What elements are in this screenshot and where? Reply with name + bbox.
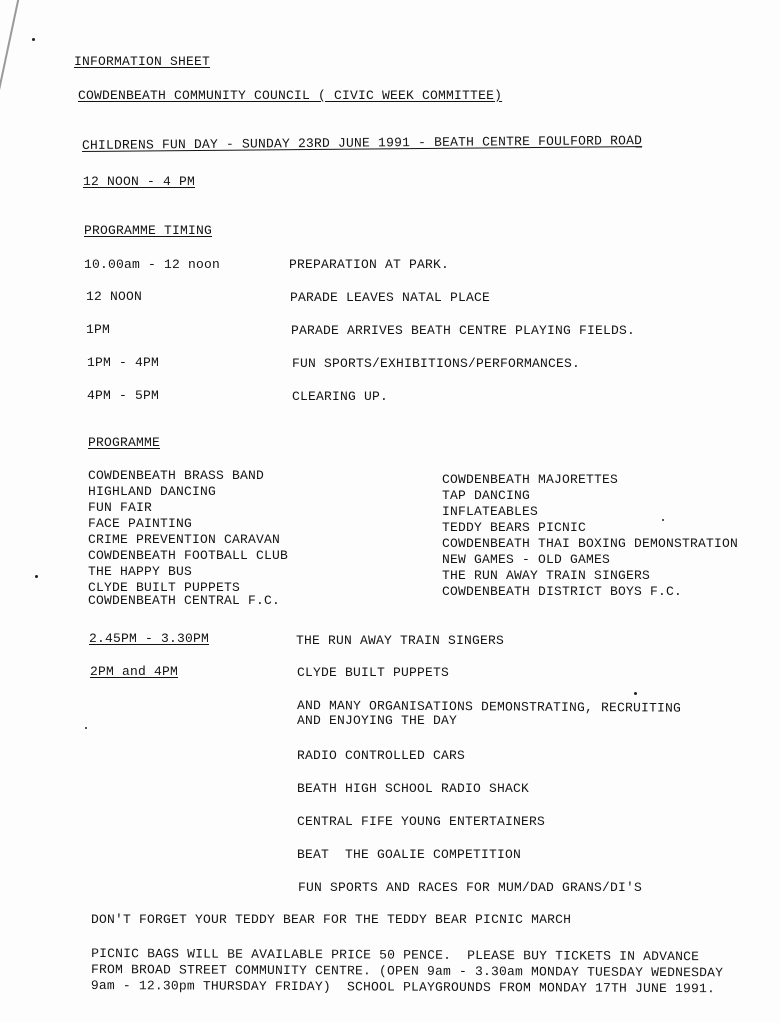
schedule-item: THE RUN AWAY TRAIN SINGERS xyxy=(296,633,505,648)
timing-activity: CLEARING UP. xyxy=(292,389,389,404)
programme-item: NEW GAMES - OLD GAMES xyxy=(442,552,611,567)
programme-item: FACE PAINTING xyxy=(88,516,193,531)
schedule-item: CLYDE BUILT PUPPETS xyxy=(297,665,450,680)
programme-item: COWDENBEATH MAJORETTES xyxy=(442,472,619,487)
scan-speck xyxy=(32,38,35,41)
extra-item: BEATH HIGH SCHOOL RADIO SHACK xyxy=(297,781,530,796)
programme-right-list xyxy=(442,472,738,600)
extra-item: FUN SPORTS AND RACES FOR MUM/DAD GRANS/DI'S xyxy=(298,880,643,895)
scan-speck xyxy=(85,727,87,729)
page-edge-line xyxy=(0,0,20,143)
timing-heading: PROGRAMME TIMING xyxy=(84,223,213,238)
programme-left-list xyxy=(88,468,288,609)
extra-item: CENTRAL FIFE YOUNG ENTERTAINERS xyxy=(297,814,546,829)
programme-item: COWDENBEATH THAI BOXING DEMONSTRATION xyxy=(442,536,739,551)
scan-speck xyxy=(634,692,637,695)
timing-time: 12 NOON xyxy=(86,289,143,304)
sheet-title: INFORMATION SHEET xyxy=(74,54,211,69)
picnic-line: PICNIC BAGS WILL BE AVAILABLE PRICE 50 PENCE. PLEASE BUY TICKETS IN ADVANCE xyxy=(91,946,700,965)
picnic-line: 9am - 12.30pm THURSDAY FRIDAY) SCHOOL PLAYGROUNDS FROM MONDAY 17TH JUNE 1991. xyxy=(90,977,716,997)
programme-item: COWDENBEATH BRASS BAND xyxy=(88,468,265,483)
programme-item: COWDENBEATH DISTRICT BOYS F.C. xyxy=(442,584,683,599)
programme-item: THE HAPPY BUS xyxy=(88,564,193,579)
organisation-title xyxy=(78,88,502,104)
scan-speck xyxy=(35,575,38,578)
timing-activity: PARADE ARRIVES BEATH CENTRE PLAYING FIELDS. xyxy=(291,323,636,338)
programme-item: TAP DANCING xyxy=(442,488,531,503)
timing-activity: PREPARATION AT PARK. xyxy=(289,257,450,272)
schedule-time: 2PM and 4PM xyxy=(90,664,179,679)
teddy-note: DON'T FORGET YOUR TEDDY BEAR FOR THE TEDDY BEAR PICNIC MARCH xyxy=(91,912,572,927)
programme-heading: PROGRAMME xyxy=(88,435,161,450)
extra-item: AND ENJOYING THE DAY xyxy=(297,713,458,728)
extra-item: RADIO CONTROLLED CARS xyxy=(297,748,466,763)
timing-activity: PARADE LEAVES NATAL PLACE xyxy=(290,290,491,305)
programme-item: FUN FAIR xyxy=(88,500,153,515)
programme-item: HIGHLAND DANCING xyxy=(88,484,217,499)
timing-activity: FUN SPORTS/EXHIBITIONS/PERFORMANCES. xyxy=(292,356,581,371)
programme-item: COWDENBEATH CENTRAL F.C. xyxy=(88,593,281,608)
programme-item: INFLATEABLES xyxy=(442,504,539,519)
extra-item: BEAT THE GOALIE COMPETITION xyxy=(297,847,522,862)
schedule-time: 2.45PM - 3.30PM xyxy=(89,631,210,646)
scan-speck xyxy=(662,519,664,521)
picnic-line: FROM BROAD STREET COMMUNITY CENTRE. (OPEN 9am - 3.30am MONDAY TUESDAY WEDNESDAY xyxy=(90,962,724,981)
timing-time: 1PM xyxy=(86,322,111,337)
programme-item: THE RUN AWAY TRAIN SINGERS xyxy=(442,568,651,583)
extra-item: AND MANY ORGANISATIONS DEMONSTRATING, RECRUITING xyxy=(296,698,682,716)
programme-item: COWDENBEATH FOOTBALL CLUB xyxy=(88,548,289,563)
programme-item: CRIME PREVENTION CARAVAN xyxy=(88,532,281,547)
timing-time: 4PM - 5PM xyxy=(87,388,160,403)
page-edge-shadow xyxy=(0,0,40,150)
programme-item: CLYDE BUILT PUPPETS xyxy=(88,580,241,595)
programme-item: TEDDY BEARS PICNIC xyxy=(442,520,587,535)
event-hours: 12 NOON - 4 PM xyxy=(83,174,196,189)
picnic-note xyxy=(91,946,723,997)
timing-time: 10.00am - 12 noon xyxy=(84,257,221,272)
organisation-title-text: COWDENBEATH COMMUNITY COUNCIL ( CIVIC WEEK COMMITTEE) xyxy=(78,88,503,103)
event-title: CHILDRENS FUN DAY - SUNDAY 23RD JUNE 1991 - BEATH CENTRE FOULFORD ROAD xyxy=(81,133,643,153)
timing-time: 1PM - 4PM xyxy=(87,355,160,370)
